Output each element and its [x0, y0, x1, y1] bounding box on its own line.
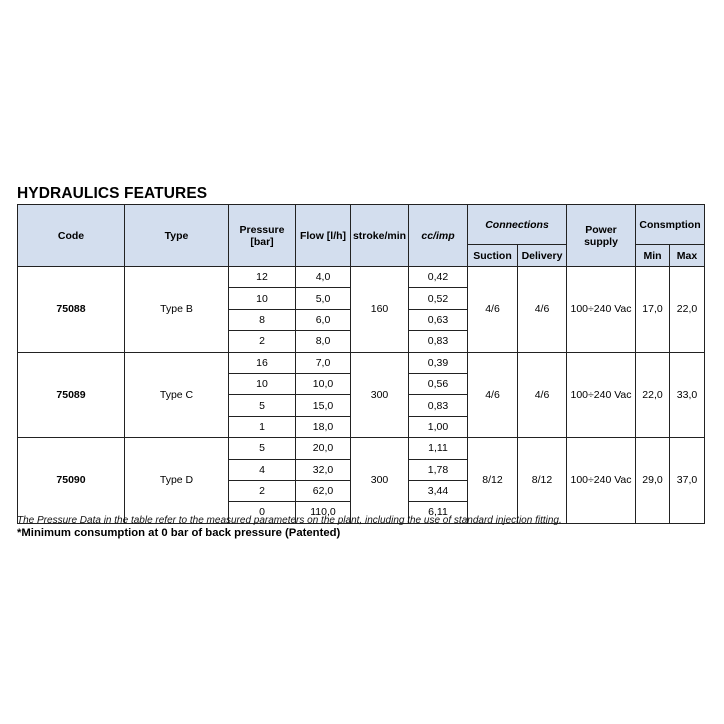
table-row — [18, 438, 705, 459]
ccimp-cell: 3,44 — [409, 480, 468, 501]
header-ccimp: cc/imp — [409, 205, 468, 267]
type-cell: Type C — [125, 352, 229, 438]
ccimp-cell: 0,56 — [409, 373, 468, 394]
ccimp-cell: 6,11 — [409, 502, 468, 523]
min-cell: 29,0 — [636, 438, 670, 524]
min-cell: 17,0 — [636, 267, 670, 353]
header-connections: Connections — [468, 205, 567, 245]
ccimp-cell: 1,78 — [409, 459, 468, 480]
max-cell: 33,0 — [670, 352, 705, 438]
max-cell: 37,0 — [670, 438, 705, 524]
flow-cell: 5,0 — [296, 288, 351, 309]
pressure-cell: 2 — [229, 331, 296, 352]
code-cell: 75089 — [18, 352, 125, 438]
flow-cell: 18,0 — [296, 416, 351, 437]
table-row — [18, 267, 705, 288]
header-pressure-line2: [bar] — [250, 235, 274, 248]
hydraulics-table — [17, 204, 705, 524]
pressure-cell: 10 — [229, 288, 296, 309]
flow-cell: 8,0 — [296, 331, 351, 352]
min-cell: 22,0 — [636, 352, 670, 438]
ccimp-cell: 0,83 — [409, 331, 468, 352]
flow-cell: 7,0 — [296, 352, 351, 373]
code-cell: 75088 — [18, 267, 125, 353]
delivery-cell: 4/6 — [518, 352, 567, 438]
ccimp-cell: 0,52 — [409, 288, 468, 309]
type-cell: Type D — [125, 438, 229, 524]
pressure-cell: 1 — [229, 416, 296, 437]
header-power-line2: supply — [584, 235, 618, 248]
max-cell: 22,0 — [670, 267, 705, 353]
pressure-cell: 2 — [229, 480, 296, 501]
flow-cell: 20,0 — [296, 438, 351, 459]
flow-cell: 10,0 — [296, 373, 351, 394]
suction-cell: 8/12 — [468, 438, 518, 524]
header-type: Type — [125, 205, 229, 267]
stroke-cell: 300 — [351, 438, 409, 524]
type-cell: Type B — [125, 267, 229, 353]
pressure-cell: 16 — [229, 352, 296, 373]
suction-cell: 4/6 — [468, 352, 518, 438]
pressure-cell: 5 — [229, 395, 296, 416]
delivery-cell: 8/12 — [518, 438, 567, 524]
suction-cell: 4/6 — [468, 267, 518, 353]
flow-cell: 6,0 — [296, 309, 351, 330]
flow-cell: 15,0 — [296, 395, 351, 416]
ccimp-cell: 0,39 — [409, 352, 468, 373]
header-consumption: Consmption — [636, 205, 705, 245]
header-stroke: stroke/min — [351, 205, 409, 267]
pressure-cell: 10 — [229, 373, 296, 394]
header-min: Min — [636, 245, 670, 267]
flow-cell: 62,0 — [296, 480, 351, 501]
header-max: Max — [670, 245, 705, 267]
pressure-cell: 8 — [229, 309, 296, 330]
pressure-cell: 12 — [229, 267, 296, 288]
ccimp-cell: 1,11 — [409, 438, 468, 459]
consumption-footnote: *Minimum consumption at 0 bar of back pressure (Patented) — [17, 527, 341, 539]
pressure-note: The Pressure Data in the table refer to the measured parameters on the plant, including the use of standard injection fitting. — [17, 515, 562, 526]
stroke-cell: 300 — [351, 352, 409, 438]
power-cell: 100÷240 Vac — [567, 267, 636, 353]
pressure-cell: 5 — [229, 438, 296, 459]
page-title: HYDRAULICS FEATURES — [17, 185, 208, 202]
ccimp-cell: 0,42 — [409, 267, 468, 288]
code-cell: 75090 — [18, 438, 125, 524]
pressure-cell: 4 — [229, 459, 296, 480]
stroke-cell: 160 — [351, 267, 409, 353]
power-cell: 100÷240 Vac — [567, 352, 636, 438]
header-pressure-line1: Pressure — [239, 223, 285, 236]
flow-cell: 4,0 — [296, 267, 351, 288]
header-power-line1: Power — [585, 223, 617, 236]
header-flow: Flow [l/h] — [296, 205, 351, 267]
header-code: Code — [18, 205, 125, 267]
pressure-cell: 0 — [229, 502, 296, 523]
power-cell: 100÷240 Vac — [567, 438, 636, 524]
flow-cell: 110,0 — [296, 502, 351, 523]
header-power — [567, 205, 636, 267]
ccimp-cell: 1,00 — [409, 416, 468, 437]
ccimp-cell: 0,63 — [409, 309, 468, 330]
header-delivery: Delivery — [518, 245, 567, 267]
header-pressure — [229, 205, 296, 267]
ccimp-cell: 0,83 — [409, 395, 468, 416]
header-suction: Suction — [468, 245, 518, 267]
table-row — [18, 352, 705, 373]
flow-cell: 32,0 — [296, 459, 351, 480]
delivery-cell: 4/6 — [518, 267, 567, 353]
